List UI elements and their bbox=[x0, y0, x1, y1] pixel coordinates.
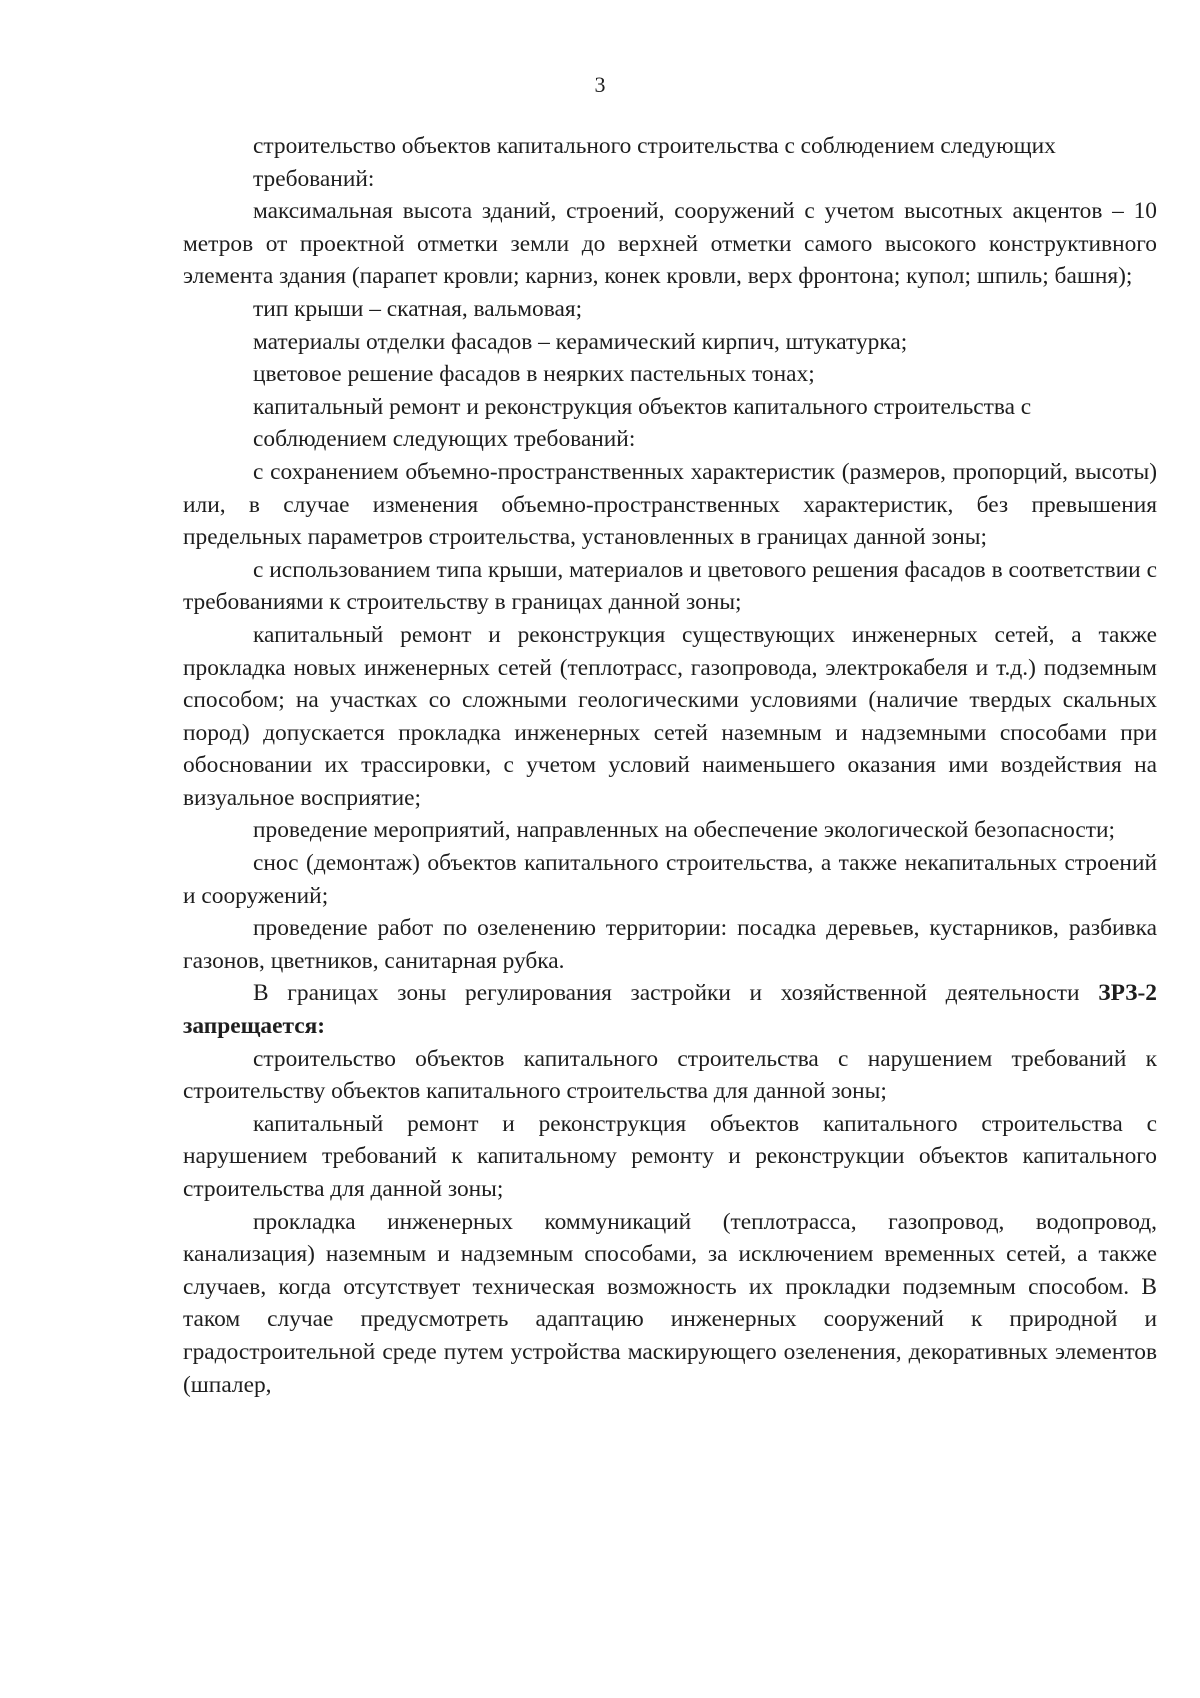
paragraph: с сохранением объемно-пространственных характеристик (размеров, пропорций, высоты) или, в случае изменения объемно-пространственных характеристик, без превышения предельных параметров строительства, установленных в границах данной зоны; bbox=[183, 458, 1157, 551]
paragraph: цветовое решение фасадов в неярких пастельных тонах; bbox=[253, 361, 815, 388]
paragraph: строительство объектов капитального строительства с соблюдением следующих требований: bbox=[253, 133, 1056, 192]
document-body bbox=[183, 130, 1157, 1401]
page-number: 3 bbox=[594, 72, 606, 97]
paragraph: тип крыши – скатная, вальмовая; bbox=[253, 295, 583, 322]
zone-heading-bold: ЗРЗ-2 запрещается: bbox=[183, 980, 1157, 1040]
prohibition-item: строительство объектов капитального строительства с нарушением требований к строительству объектов капитального строительства для данной зоны; bbox=[183, 1045, 1157, 1105]
paragraph: с использованием типа крыши, материалов и цветового решения фасадов в соответствии с требованиями к строительству в границах данной зоны; bbox=[183, 556, 1157, 616]
paragraph: максимальная высота зданий, строений, сооружений с учетом высотных акцентов – 10 метров от проектной отметки земли до верхней отметки самого высокого конструктивного элемента здания (парапет кровли; карниз, конек кровли, верх фронтона; купол; шпиль; башня); bbox=[183, 198, 1157, 290]
zone-heading-text: В границах зоны регулирования застройки и хозяйственной деятельности bbox=[253, 980, 1099, 1007]
zone-heading-paragraph bbox=[183, 977, 1157, 1042]
paragraph: капитальный ремонт и реконструкция существующих инженерных сетей, а также прокладка новых инженерных сетей (теплотрасс, газопровода, электрокабеля и т.д.) подземным способом; на участках со сложными геологическими условиями (наличие твердых скальных пород) допускается прокладка инженерных сетей наземным и надземными способами при обосновании их трассировки, с учетом условий наименьшего оказания ими воздействия на визуальное восприятие; bbox=[183, 621, 1157, 811]
paragraph: проведение работ по озеленению территории: посадка деревьев, кустарников, разбивка газонов, цветников, санитарная рубка. bbox=[183, 915, 1157, 974]
paragraph: материалы отделки фасадов – керамический кирпич, штукатурка; bbox=[253, 328, 908, 355]
prohibition-item: капитальный ремонт и реконструкция объектов капитального строительства с нарушением требований к капитальному ремонту и реконструкции объектов капитального строительства для данной зоны; bbox=[183, 1110, 1157, 1202]
paragraph: снос (демонтаж) объектов капитального строительства, а также некапитальных строений и сооружений; bbox=[183, 850, 1157, 909]
paragraph: капитальный ремонт и реконструкция объектов капитального строительства с соблюдением следующих требований: bbox=[253, 393, 1032, 453]
prohibition-item: прокладка инженерных коммуникаций (теплотрасса, газопровод, водопровод, канализация) наземным и надземным способами, за исключением временных сетей, а также случаев, когда отсутствует техническая возможность их прокладки подземным способом. В таком случае предусмотреть адаптацию инженерных сооружений к природной и градостроительной среде путем устройства маскирующего озеленения, декоративных элементов (шпалер, bbox=[183, 1208, 1157, 1398]
paragraph: проведение мероприятий, направленных на обеспечение экологической безопасности; bbox=[253, 817, 1116, 844]
